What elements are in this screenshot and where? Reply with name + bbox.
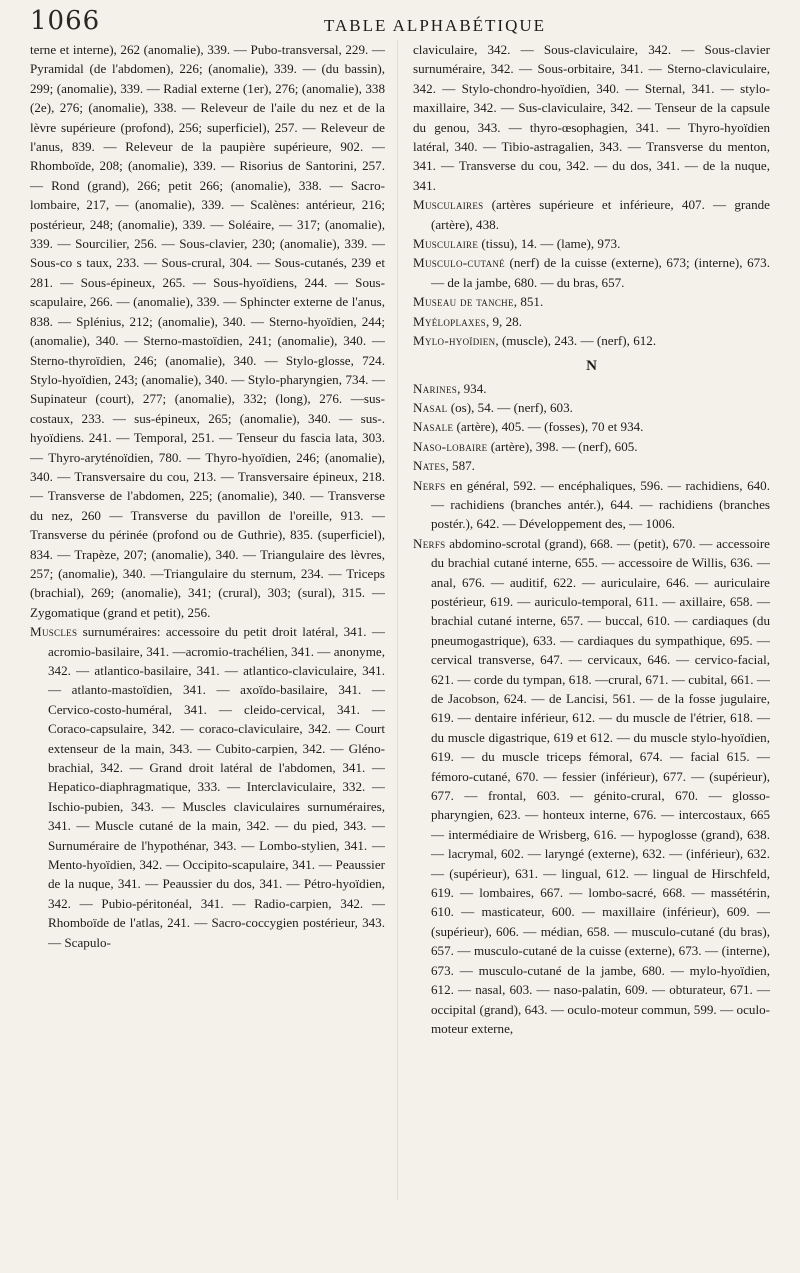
index-entry: [413, 195, 770, 234]
entry-headword: Muscles: [30, 624, 78, 640]
index-entry: [413, 312, 770, 331]
index-entry: [413, 398, 770, 417]
index-entry: [30, 622, 385, 952]
left-column: [30, 40, 385, 1220]
entry-headword: Nasale: [413, 419, 454, 435]
entry-references: (artère), 398. — (nerf), 605.: [487, 438, 638, 454]
entry-headword: Musculaire: [413, 236, 479, 252]
index-entry: [413, 437, 770, 456]
page-number: 1066: [30, 6, 101, 36]
entry-headword: Museau de tanche: [413, 294, 514, 310]
column-divider: [397, 40, 398, 1200]
entry-headword: Nerfs: [413, 477, 446, 493]
entry-references: (tissu), 14. — (lame), 973.: [478, 236, 621, 252]
entry-headword: Nates: [413, 458, 446, 474]
entry-headword: Nasal: [413, 399, 448, 415]
entry-references: , 934.: [457, 380, 487, 396]
index-entry-continued: terne et interne), 262 (anomalie), 339. — Pubo-transversal, 229. — Pyramidal (de l'abdomen), 226; (anomalie), 339. — (du bassin), 299; (anomalie), 339. — Radial externe (1er), 276; (anomalie), 338 (2e), 276; (anomalie), 338. — Releveur de l'aile du nez et de la lèvre supérieure (profond), 256; superficiel), 257. — Releveur de l'anus, 839. — Releveur de la paupière supérieure, 902. — Rhomboïde, 208; (anomalie), 339. — Risorius de Santorini, 257. — Rond (grand), 266; petit 266; (anomalie), 338. — Sacro-lombaire, 217, — (anomalie), 339. — Scalènes: antérieur, 216; postérieur, 248; (anomalie), 339. — Soléaire, — 317; (anomalie), 339. — Sourcilier, 256. — Sous-clavier, 230; (anomalie), 339. — Sous-co s taux, 233. — Sous-crural, 304. — Sous-cutanés, 239 et 281. — Sous-épineux, 265. — Sous-hyoïdiens, 244. — Sous-scapulaire, 266. — (anomalie), 339. — Sphincter externe de l'anus, 838. — Splénius, 212; (anomalie), 340. — Sterno-hyoïdien, 244; (anomalie), 340. — Sterno-mastoïdien, 241; (anomalie), 340. — Sterno-thyroïdien, 246; (anomalie), 340. — Stylo-glosse, 724. Stylo-hyoïdien, 243; (anomalie), 340. — Stylo-pharyngien, 734. — Supinateur (court), 277; (anomalie), 332; (long), 276. —sus-costaux, 233. — sus-épineux, 265; (anomalie), 340. — sus-. hyoïdiens. 241. — Temporal, 251. — Tenseur du fascia lata, 303. — Thyro-aryténoïdien, 780. — Thyro-hyoïdien, 246; (anomalie), 340. — Transversaire du cou, 213. — Transversaire épineux, 218. — Transverse de l'abdomen, 225; (anomalie), 340. — Transverse du nez, 260 — Transverse du pavillon de l'oreille, 913. — Transverse du périnée (profond ou de Guthrie), 835. (superficiel), 834. — Trapèze, 207; (anomalie), 340. — Triangulaire des lèvres, 257; (anomalie), 340. —Triangulaire du sternum, 234. — Triceps (brachial), 269; (anomalie), 341; (crural), 303; (sural), 315. — Zygomatique (grand et petit), 256.: [30, 42, 385, 620]
index-entry: [413, 534, 770, 1039]
entry-references: , (muscle), 243. — (nerf), 612.: [495, 333, 657, 349]
index-entry: [413, 292, 770, 311]
entry-references: en général, 592. — encéphaliques, 596. — rachidiens, 640. — rachidiens (branches antér.), 644. — rachidiens (branches postér.), 642. — Développement des, — 1006.: [431, 477, 770, 532]
entry-references: abdomino-scrotal (grand), 668. — (petit), 670. — accessoire du brachial cutané interne, 655. — accessoire de Willis, 636. — anal, 676. — auditif, 622. — auriculaire, 646. — auriculaire postérieur, 619. — auriculo-temporal, 611. — axillaire, 658. — brachial cutané interne, 657. — buccal, 610. — cardiaques (du pneumogastrique), 633. — cardiaques du sympathique, 695. — cervical transverse, 647. — cervicaux, 646. — cervico-facial, 621. — corde du tympan, 618. —crural, 671. — cubital, 661. — de Jacobson, 624. — de Lancisi, 561. — de la fosse jugulaire, 619. — dentaire inférieur, 612. — du muscle de l'étrier, 618. — du muscle digastrique, 619 et 612. — du muscle stylo-hyoïdien, 619. — du muscle triceps fémoral, 674. — facial 615. — fémoro-cutané, 670. — fessier (inférieur), 677. — (supérieur), 677. — frontal, 603. — génito-crural, 670. — glosso-pharyngien, 623. — honteux interne, 676. — intercostaux, 665 — intermédiaire de Wrisberg, 616. — hypoglosse (grand), 638. — lacrymal, 602. — laryngé (externe), 632. — (inférieur), 632. — (supérieur), 631. — lingual, 612. — lingual de Hirschfeld, 619. — lombaires, 667. — lombo-sacré, 668. — massétérin, 610. — masticateur, 600. — maxillaire (inférieur), 609. — (supérieur), 606. — médian, 658. — musculo-cutané (du bras), 657. — musculo-cutané de la cuisse (externe), 673. — (interne), 673. — musculo-cutané de la jambe, 680. — mylo-hyoïdien, 612. — nasal, 603. — naso-palatin, 609. — obturateur, 671. — occipital (grand), 643. — oculo-moteur commun, 599. — oculo-moteur externe,: [431, 535, 770, 1036]
running-title: TABLE ALPHABÉTIQUE: [323, 16, 547, 35]
index-entry: [413, 417, 770, 436]
index-entry: [413, 331, 770, 350]
entry-headword: Nerfs: [413, 535, 446, 551]
page-header: [30, 6, 770, 42]
index-entry: [413, 379, 770, 398]
entry-headword: Myéloplaxes: [413, 313, 486, 329]
index-entry-continued: claviculaire, 342. — Sous-claviculaire, 342. — Sous-clavier surnuméraire, 342. — Sous-orbitaire, 341. — Sterno-claviculaire, 342. — Stylo-chondro-hyoïdien, 340. — Sternal, 341. — stylo-maxillaire, 342. — Sus-claviculaire, 342. — Tenseur de la capsule du genou, 343. — thyro-œsophagien, 341. — Thyro-hyoïdien latéral, 340. — Tibio-astragalien, 343. — Transverse du menton, 341. — Transverse du cou, 342. — du dos, 341. — de la nuque, 341.: [413, 42, 770, 193]
index-entry: [413, 456, 770, 475]
entry-references: , 851.: [513, 294, 544, 310]
index-entry: [413, 234, 770, 253]
index-entry: [413, 253, 770, 292]
entry-references: (os), 54. — (nerf), 603.: [447, 399, 573, 415]
entry-headword: Mylo-hyoïdien: [413, 333, 496, 349]
entry-references: , 9, 28.: [485, 313, 522, 329]
entry-references: (artères supérieure et inférieure, 407. — grande (artère), 438.: [431, 197, 770, 232]
entry-references: (artère), 405. — (fosses), 70 et 934.: [453, 419, 644, 435]
entry-headword: Musculo-cutané: [413, 255, 505, 271]
index-entry: [413, 476, 770, 534]
entry-references: (nerf) de la cuisse (externe), 673; (interne), 673. — de la jambe, 680. — du bras, 657.: [431, 255, 770, 290]
section-letter: N: [586, 357, 597, 374]
entry-headword: Naso-lobaire: [413, 438, 488, 454]
entry-headword: Narines: [413, 380, 458, 396]
entry-references: surnuméraires: accessoire du petit droit latéral, 341. — acromio-basilaire, 341. —acromio-trachélien, 341. — anonyme, 342. — atlantico-basilaire, 341. — atlantico-claviculaire, 341. — atlanto-mastoïdien, 341. — axoïdo-basilaire, 341. — Cervico-costo-huméral, 341. — cleido-cervical, 341. — Coraco-capsulaire, 342. — coraco-claviculaire, 342. — Court extenseur de la main, 343. — Cubito-carpien, 342. — Gléno-brachial, 342. — Grand droit latéral de l'abdomen, 341. — Hepatico-diaphragmatique, 333. — Interclaviculaire, 332. — Ischio-pubien, 343. — Muscles claviculaires surnuméraires, 341. — Muscle cutané de la main, 342. — du pied, 343. — Surnuméraire de l'hypothénar, 343. — Lombo-stylien, 341. — Mento-hyoïdien, 342. — Occipito-scapulaire, 341. — Peaussier de la nuque, 341. — Peaussier du dos, 341. — Pétro-hyoïdien, 342. — Pubio-péritonéal, 341. — Radio-carpien, 342. — Rhomboïde de l'atlas, 241. — Sacro-coccygien postérieur, 343. — Scapulo-: [48, 624, 385, 950]
entry-headword: Musculaires: [413, 197, 484, 213]
entry-references: , 587.: [445, 458, 475, 474]
right-column: [413, 40, 770, 1220]
